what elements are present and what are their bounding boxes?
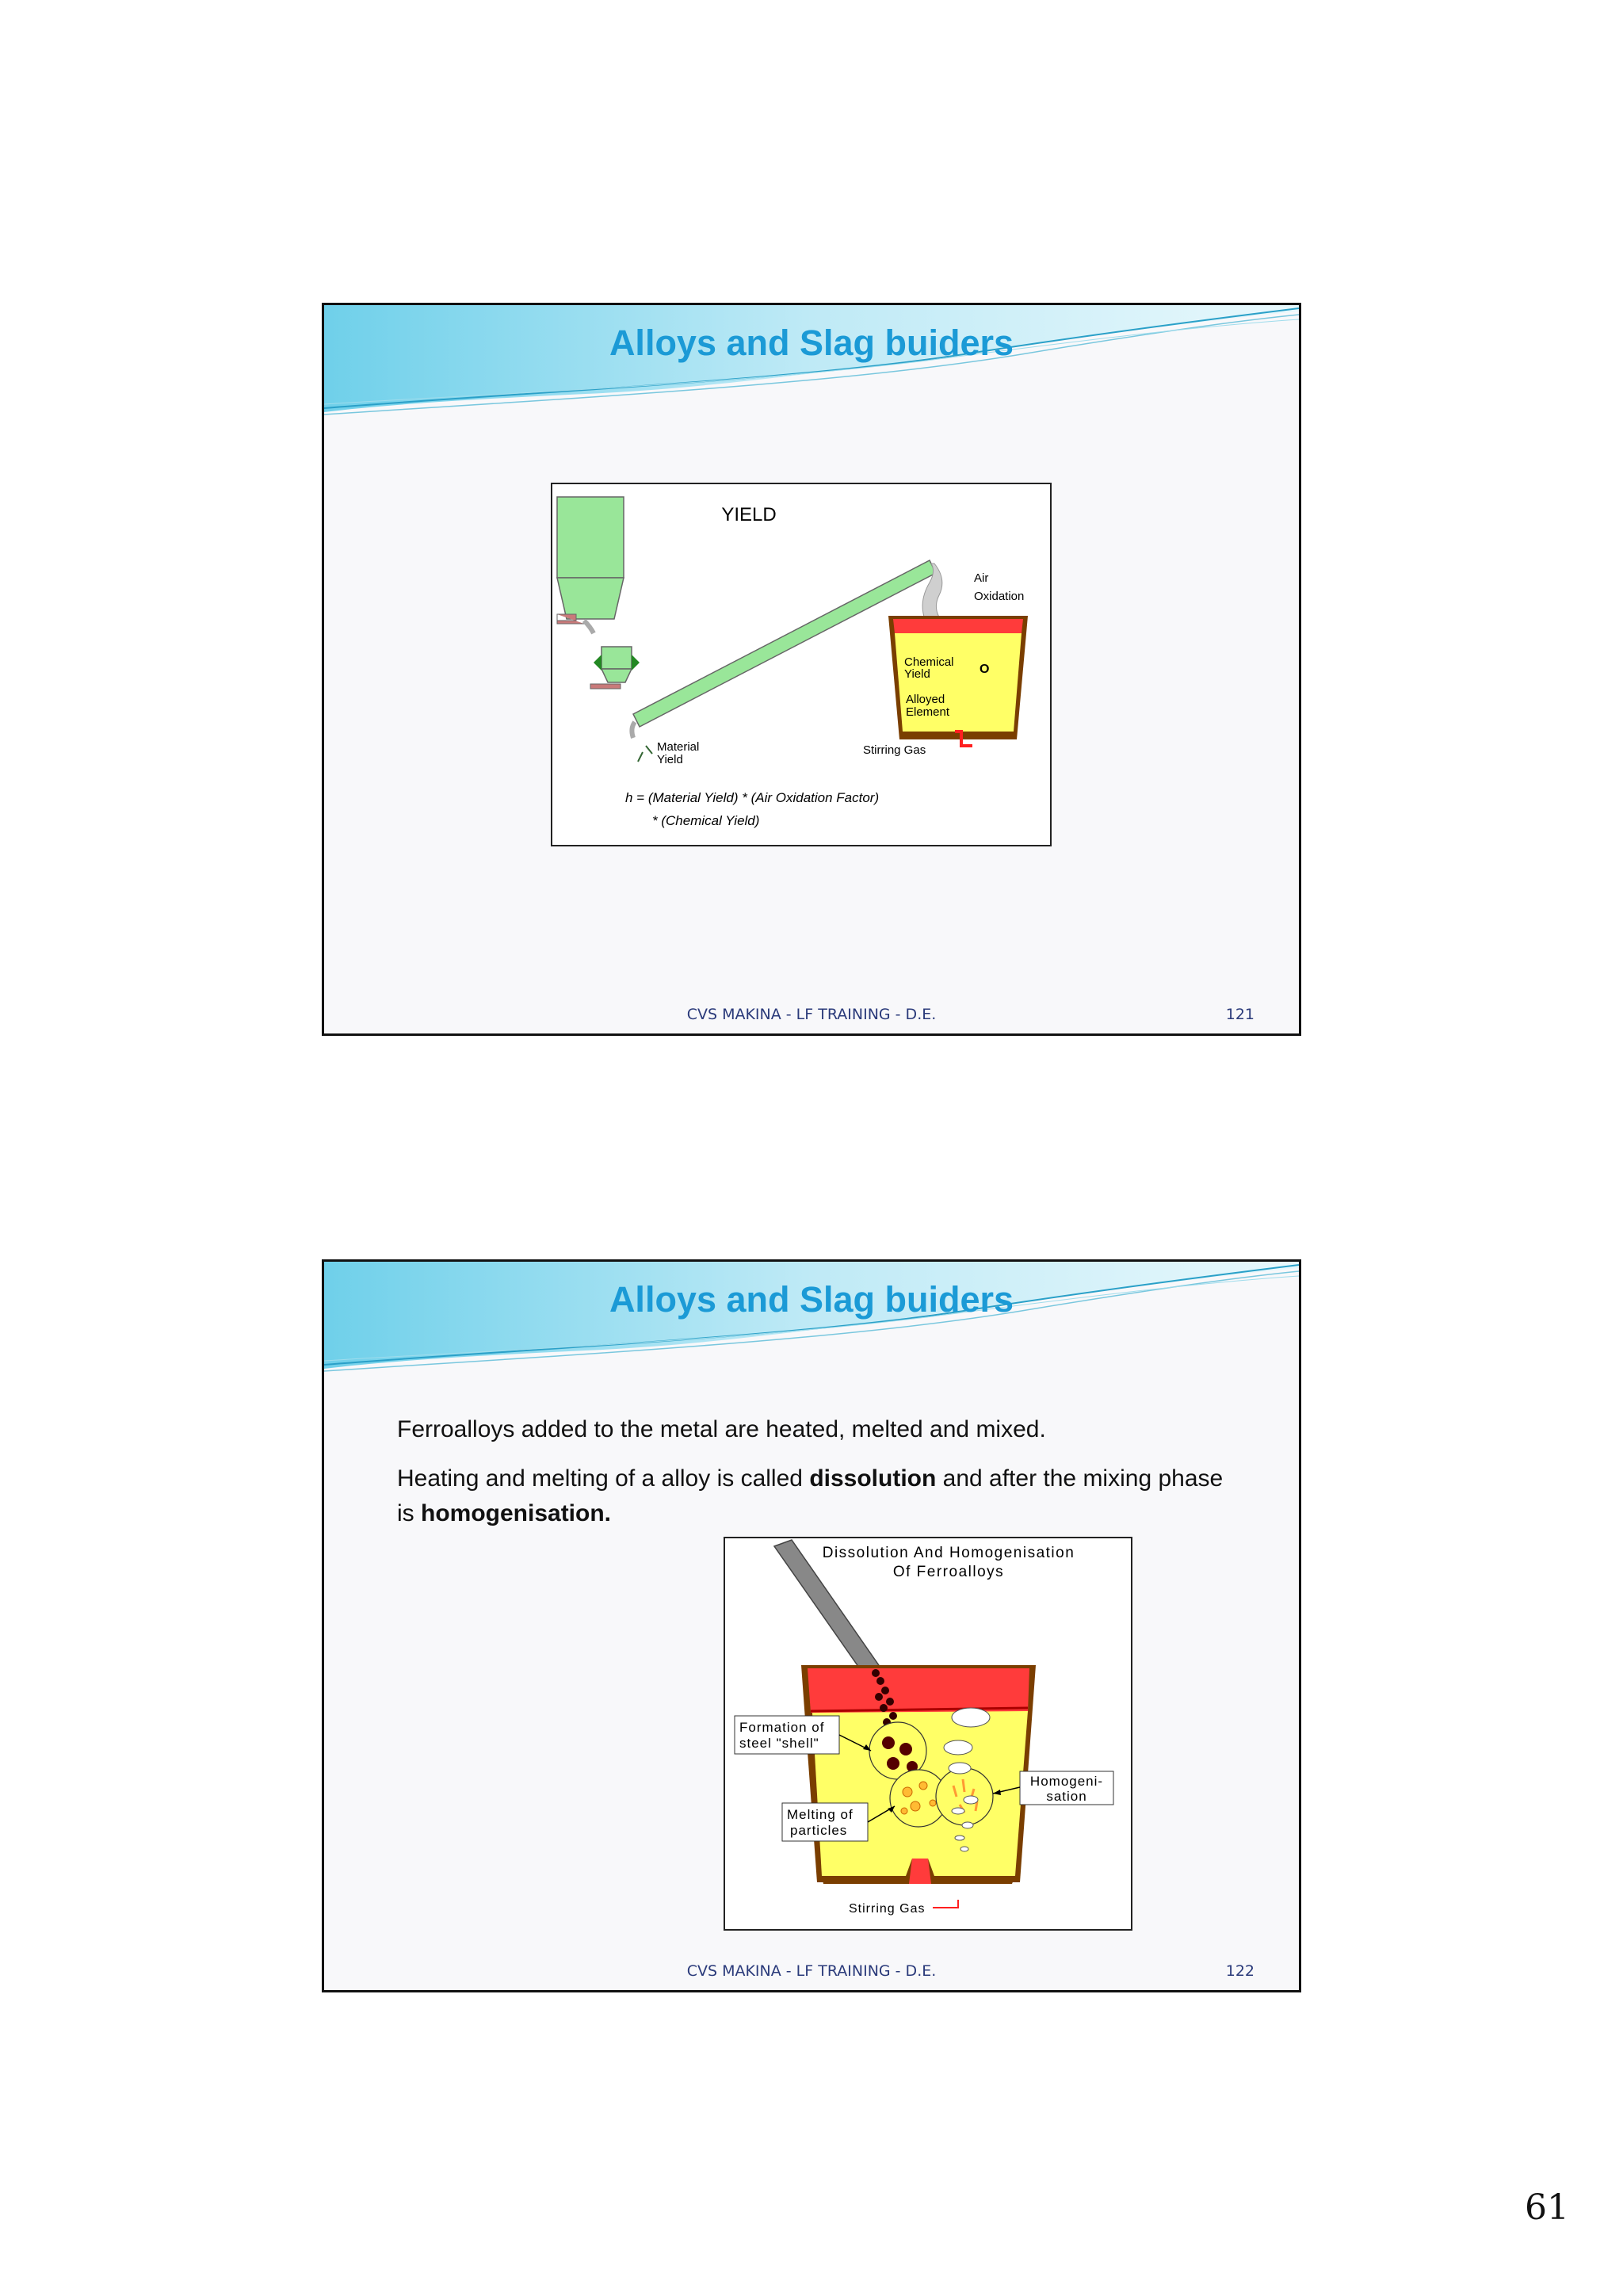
conveyor <box>633 560 936 727</box>
alloyed-label: Alloyed <box>906 693 945 706</box>
figure-title-line-1: Dissolution And Homogenisation <box>822 1545 1075 1561</box>
shell-label-line-2: steel "shell" <box>739 1736 819 1751</box>
stirring-gas-label: Stirring Gas <box>863 743 926 757</box>
weigh-support <box>590 684 621 689</box>
slide-number: 121 <box>1225 1006 1254 1023</box>
homogenisation-zone <box>936 1768 993 1825</box>
page-number: 61 <box>1525 2187 1569 2228</box>
slide-footer: CVS MAKINA - LF TRAINING - D.E. <box>686 1006 937 1023</box>
stirring-gas-label: Stirring Gas <box>849 1902 926 1916</box>
element-label: Element <box>906 705 950 719</box>
ladle-slag <box>808 1668 1029 1713</box>
chemical-yield-label: Yield <box>904 667 930 681</box>
weigh-hopper <box>601 647 632 669</box>
slide-122 <box>322 1259 1301 1992</box>
paragraph-2-part-1: Heating and melting of a alloy is called <box>397 1465 810 1492</box>
homogenisation-term: homogenisation. <box>421 1500 611 1526</box>
hopper <box>557 497 624 578</box>
homog-label-line-1: Homogeni- <box>1029 1774 1104 1789</box>
slide-121 <box>322 303 1301 1036</box>
shell-label-line-1: Formation of <box>739 1720 825 1735</box>
dissolution-diagram <box>724 1537 1132 1931</box>
melting-label-line-2: particles <box>790 1823 848 1838</box>
dissolution-term: dissolution <box>809 1465 937 1492</box>
air-label: Air <box>974 571 989 585</box>
homog-label-line-2: sation <box>1046 1789 1087 1804</box>
o-symbol: O <box>980 663 990 676</box>
chemical-label: Chemical <box>904 655 954 669</box>
slide-title: Alloys and Slag buiders <box>609 1279 1014 1320</box>
yield-diagram <box>551 483 1052 846</box>
ladle-slag <box>893 619 1023 633</box>
oxidation-label: Oxidation <box>974 590 1025 603</box>
hopper-cone <box>557 578 624 619</box>
material-yield-label: Yield <box>657 753 683 766</box>
material-label: Material <box>657 740 700 754</box>
melting-label-line-1: Melting of <box>787 1807 854 1822</box>
slide-title: Alloys and Slag buiders <box>609 323 1014 363</box>
paragraph-2-part-2: and after the mixing phase is <box>397 1465 1224 1526</box>
figure-title: YIELD <box>721 504 777 525</box>
paragraph-2 <box>397 1461 1229 1531</box>
slide-number: 122 <box>1225 1962 1254 1980</box>
formula-line-1: h = (Material Yield) * (Air Oxidation Factor) <box>625 790 880 805</box>
formula-line-2: * (Chemical Yield) <box>652 813 760 828</box>
slide-footer: CVS MAKINA - LF TRAINING - D.E. <box>686 1962 937 1980</box>
paragraph-1: Ferroalloys added to the metal are heated, melted and mixed. <box>397 1416 1046 1442</box>
figure-title-line-2: Of Ferroalloys <box>892 1564 1005 1580</box>
